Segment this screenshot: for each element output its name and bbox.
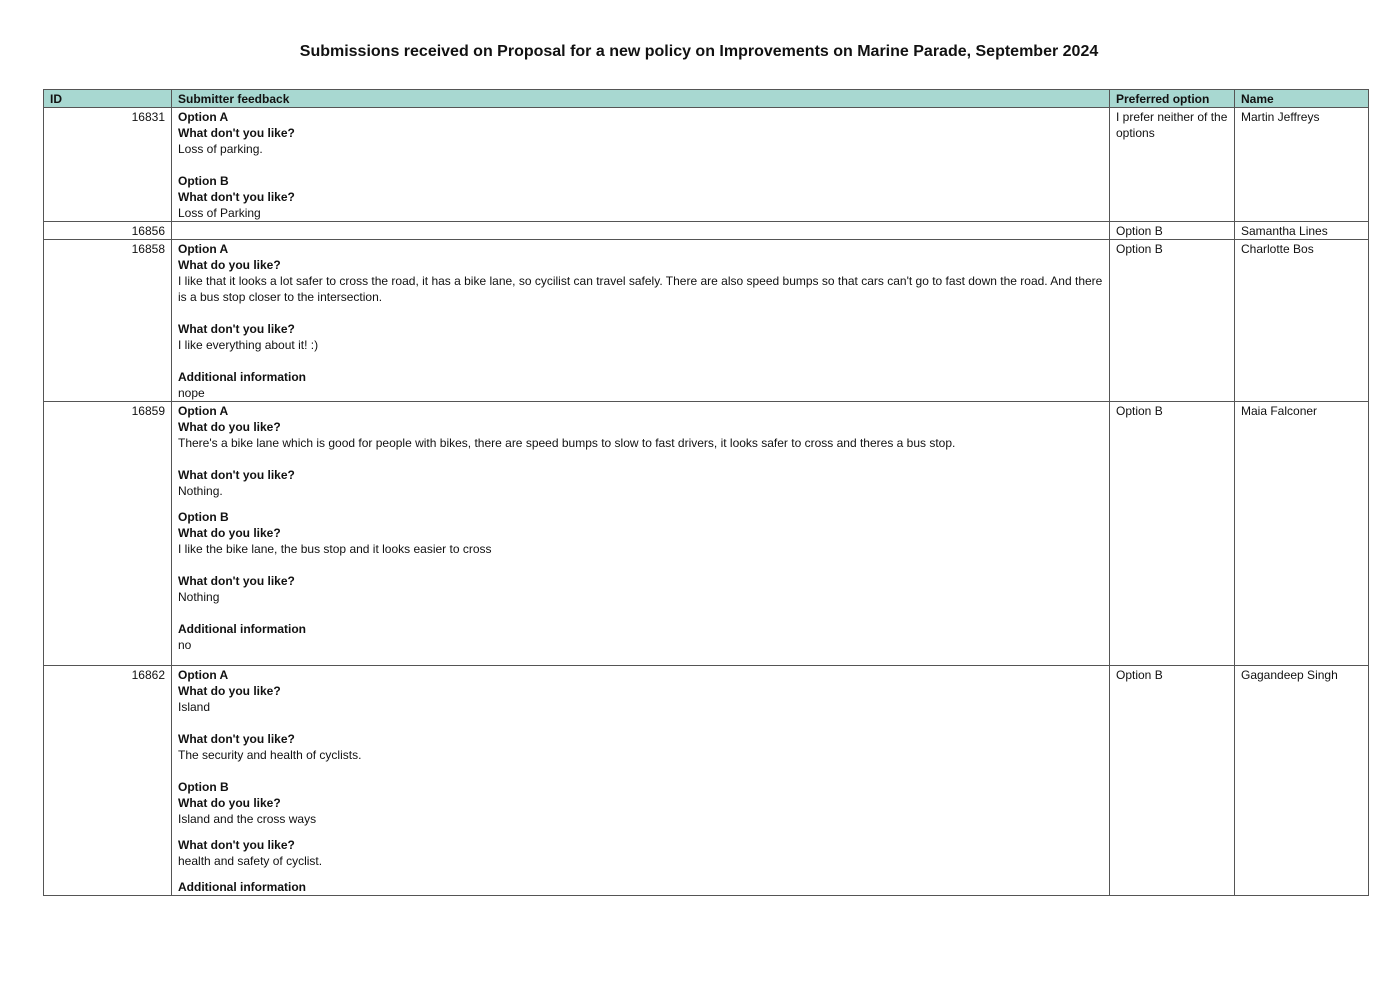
- submitter-feedback: [172, 402, 1110, 666]
- feedback-heading: Additional information: [178, 370, 306, 384]
- preferred-option: Option B: [1110, 402, 1235, 666]
- submissions-table: [43, 89, 1369, 896]
- feedback-text: I like the bike lane, the bus stop and it looks easier to cross: [178, 542, 492, 556]
- feedback-text: Island: [178, 700, 211, 714]
- submission-id: 16859: [44, 402, 172, 666]
- feedback-heading: Option A: [178, 668, 229, 682]
- preferred-option: Option B: [1110, 240, 1235, 402]
- feedback-heading: Additional information: [178, 880, 306, 894]
- feedback-heading: What don't you like?: [178, 732, 295, 746]
- submission-id: 16858: [44, 240, 172, 402]
- column-header-preferred-option: Preferred option: [1110, 90, 1235, 108]
- table-header-row: [44, 90, 1369, 108]
- column-header-id: ID: [44, 90, 172, 108]
- column-header-feedback: Submitter feedback: [172, 90, 1110, 108]
- feedback-text: The security and health of cyclists.: [178, 748, 362, 762]
- feedback-heading: What don't you like?: [178, 838, 295, 852]
- feedback-text: no: [178, 638, 192, 652]
- table-row: [44, 402, 1369, 666]
- feedback-heading: What do you like?: [178, 526, 281, 540]
- feedback-text: Loss of parking.: [178, 142, 263, 156]
- feedback-heading: Option B: [178, 510, 229, 524]
- feedback-heading: What don't you like?: [178, 322, 295, 336]
- feedback-heading: Option B: [178, 174, 229, 188]
- submitter-name: Maia Falconer: [1235, 402, 1369, 666]
- table-row: [44, 108, 1369, 222]
- feedback-heading: Option A: [178, 242, 229, 256]
- feedback-text: There's a bike lane which is good for people with bikes, there are speed bumps to slow to fast drivers, it looks safer to cross and theres a bus stop.: [178, 436, 956, 450]
- submitter-feedback: [172, 222, 1110, 240]
- preferred-option: Option B: [1110, 222, 1235, 240]
- feedback-heading: What don't you like?: [178, 574, 295, 588]
- feedback-text: Loss of Parking: [178, 206, 261, 220]
- column-header-name: Name: [1235, 90, 1369, 108]
- feedback-text: I like everything about it! :): [178, 338, 319, 352]
- submitter-feedback: [172, 240, 1110, 402]
- feedback-text: health and safety of cyclist.: [178, 854, 323, 868]
- feedback-heading: What don't you like?: [178, 190, 295, 204]
- submitter-name: Samantha Lines: [1235, 222, 1369, 240]
- feedback-heading: What do you like?: [178, 258, 281, 272]
- feedback-text: Nothing.: [178, 484, 223, 498]
- feedback-heading: Option A: [178, 110, 229, 124]
- submission-id: 16831: [44, 108, 172, 222]
- feedback-text: nope: [178, 386, 205, 400]
- feedback-heading: Option A: [178, 404, 229, 418]
- table-row: [44, 222, 1369, 240]
- preferred-option: Option B: [1110, 666, 1235, 896]
- feedback-heading: What do you like?: [178, 684, 281, 698]
- table-row: [44, 666, 1369, 896]
- feedback-heading: Option B: [178, 780, 229, 794]
- submission-id: 16856: [44, 222, 172, 240]
- submitter-name: Charlotte Bos: [1235, 240, 1369, 402]
- table-row: [44, 240, 1369, 402]
- feedback-heading: What don't you like?: [178, 468, 295, 482]
- feedback-heading: What do you like?: [178, 796, 281, 810]
- feedback-text: Nothing: [178, 590, 220, 604]
- submission-id: 16862: [44, 666, 172, 896]
- page-title: Submissions received on Proposal for a new policy on Improvements on Marine Parade, September 2024: [299, 43, 1099, 60]
- preferred-option: I prefer neither of the options: [1110, 108, 1235, 222]
- feedback-text: Island and the cross ways: [178, 812, 317, 826]
- submitter-feedback: [172, 108, 1110, 222]
- feedback-heading: Additional information: [178, 622, 306, 636]
- submitter-feedback: [172, 666, 1110, 896]
- feedback-heading: What do you like?: [178, 420, 281, 434]
- submitter-name: Martin Jeffreys: [1235, 108, 1369, 222]
- feedback-heading: What don't you like?: [178, 126, 295, 140]
- feedback-text: I like that it looks a lot safer to cross the road, it has a bike lane, so cycilist can travel safely. There are also speed bumps so that cars can't go to fast down the road. And there is a bus stop closer to the intersection.: [178, 274, 1103, 304]
- submitter-name: Gagandeep Singh: [1235, 666, 1369, 896]
